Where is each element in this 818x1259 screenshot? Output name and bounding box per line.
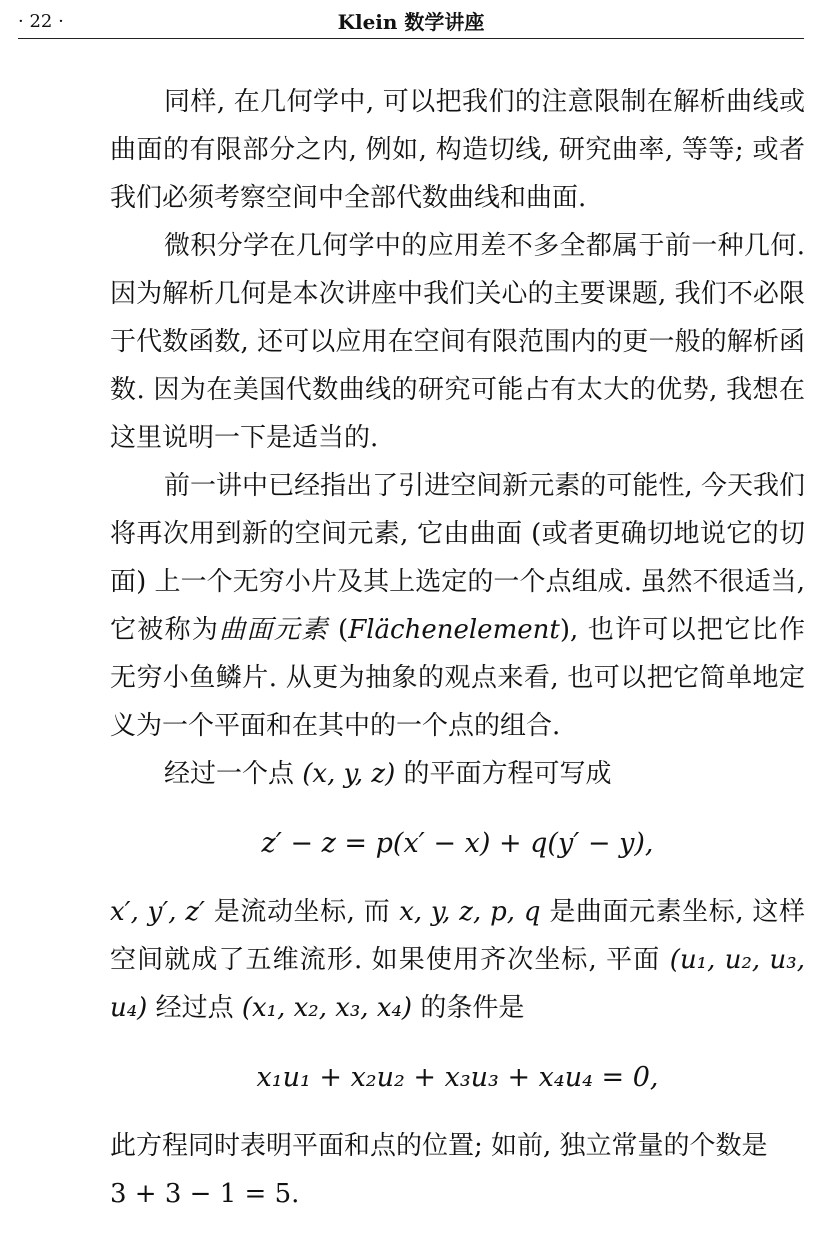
- plane-coordinates: (u₁, u₂, u₃, u₄): [110, 945, 805, 1023]
- paragraph-5: [110, 888, 805, 1032]
- paragraph-5-text-b: 是曲面元素坐标, 这样空间就成了五维流形. 如果使用齐次坐标, 平面: [110, 897, 805, 975]
- term-surface-element: 曲面元素: [219, 615, 329, 645]
- paragraph-2: 微积分学在几何学中的应用差不多全都属于前一种几何. 因为解析几何是本次讲座中我们关心的主要课题, 我们不必限于代数函数, 还可以应用在空间有限范围内的更一般的解析函数. 因为在美国代数曲线的研究可能占有太大的优势, 我想在这里说明一下是适当的.: [110, 231, 805, 453]
- homogeneous-point: (x₁, x₂, x₃, x₄): [241, 993, 413, 1023]
- paragraph-1: 同样, 在几何学中, 可以把我们的注意限制在解析曲线或曲面的有限部分之内, 例如, 构造切线, 研究曲率, 等等; 或者我们必须考察空间中全部代数曲线和曲面.: [110, 87, 805, 213]
- paragraph-4-text-b: 的平面方程可写成: [395, 759, 612, 789]
- paragraph-5-text-a: 是流动坐标, 而: [204, 897, 400, 927]
- page-number: · 22 ·: [18, 11, 64, 32]
- term-german: Flächenelement: [348, 615, 560, 645]
- paragraph-4-text-a: 经过一个点: [164, 759, 303, 789]
- page-header: [18, 10, 804, 39]
- paragraph-3-text-a: 前一讲中已经指出了引进空间新元素的可能性, 今天我们将再次用到新的空间元素, 它由曲面 (或者更确切地说它的切面) 上一个无穷小片及其上选定的一个点组成. 虽然不很适当, 它被称为: [110, 471, 805, 645]
- element-coordinates: x, y, z, p, q: [399, 897, 541, 927]
- point-coordinates: (x, y, z): [302, 759, 396, 789]
- paragraph-6: [110, 1122, 805, 1218]
- paragraph-5-text-d: 的条件是: [412, 993, 525, 1023]
- equation-plane: z′ − z = p(x′ − x) + q(y′ − y),: [261, 828, 654, 859]
- equation-incidence: x₁u₁ + x₂u₂ + x₃u₃ + x₄u₄ = 0,: [256, 1062, 659, 1093]
- paragraph-4: [110, 750, 805, 798]
- paragraph-5-text-c: 经过点: [147, 993, 242, 1023]
- paragraph-3: 前一讲中已经指出了引进空间新元素的可能性, 今天我们将再次用到新的空间元素, 它由曲面 (或者更确切地说它的切面) 上一个无穷小片及其上选定的一个点组成. 虽然不很适当, 它被称为曲面元素 (Flächenelement), 也许可以把它比作无穷小鱼鳞片. 从更为抽象的观点来看, 也可以把它简单地定义为一个平面和在其中的一个点的组合.: [110, 471, 805, 741]
- paragraph-6-text: 此方程同时表明平面和点的位置; 如前, 独立常量的个数是: [110, 1131, 768, 1161]
- paragraph-3-text-b: , 也许可以把它比作无穷小鱼鳞片. 从更为抽象的观点来看, 也可以把它简单地定义为一个平面和在其中的一个点的组合.: [110, 615, 805, 741]
- running-title: Klein 数学讲座: [337, 10, 485, 34]
- running-coordinates: x′, y′, z′: [110, 897, 205, 927]
- page-body: [110, 78, 805, 1218]
- constant-count: 3 + 3 − 1 = 5.: [110, 1179, 300, 1209]
